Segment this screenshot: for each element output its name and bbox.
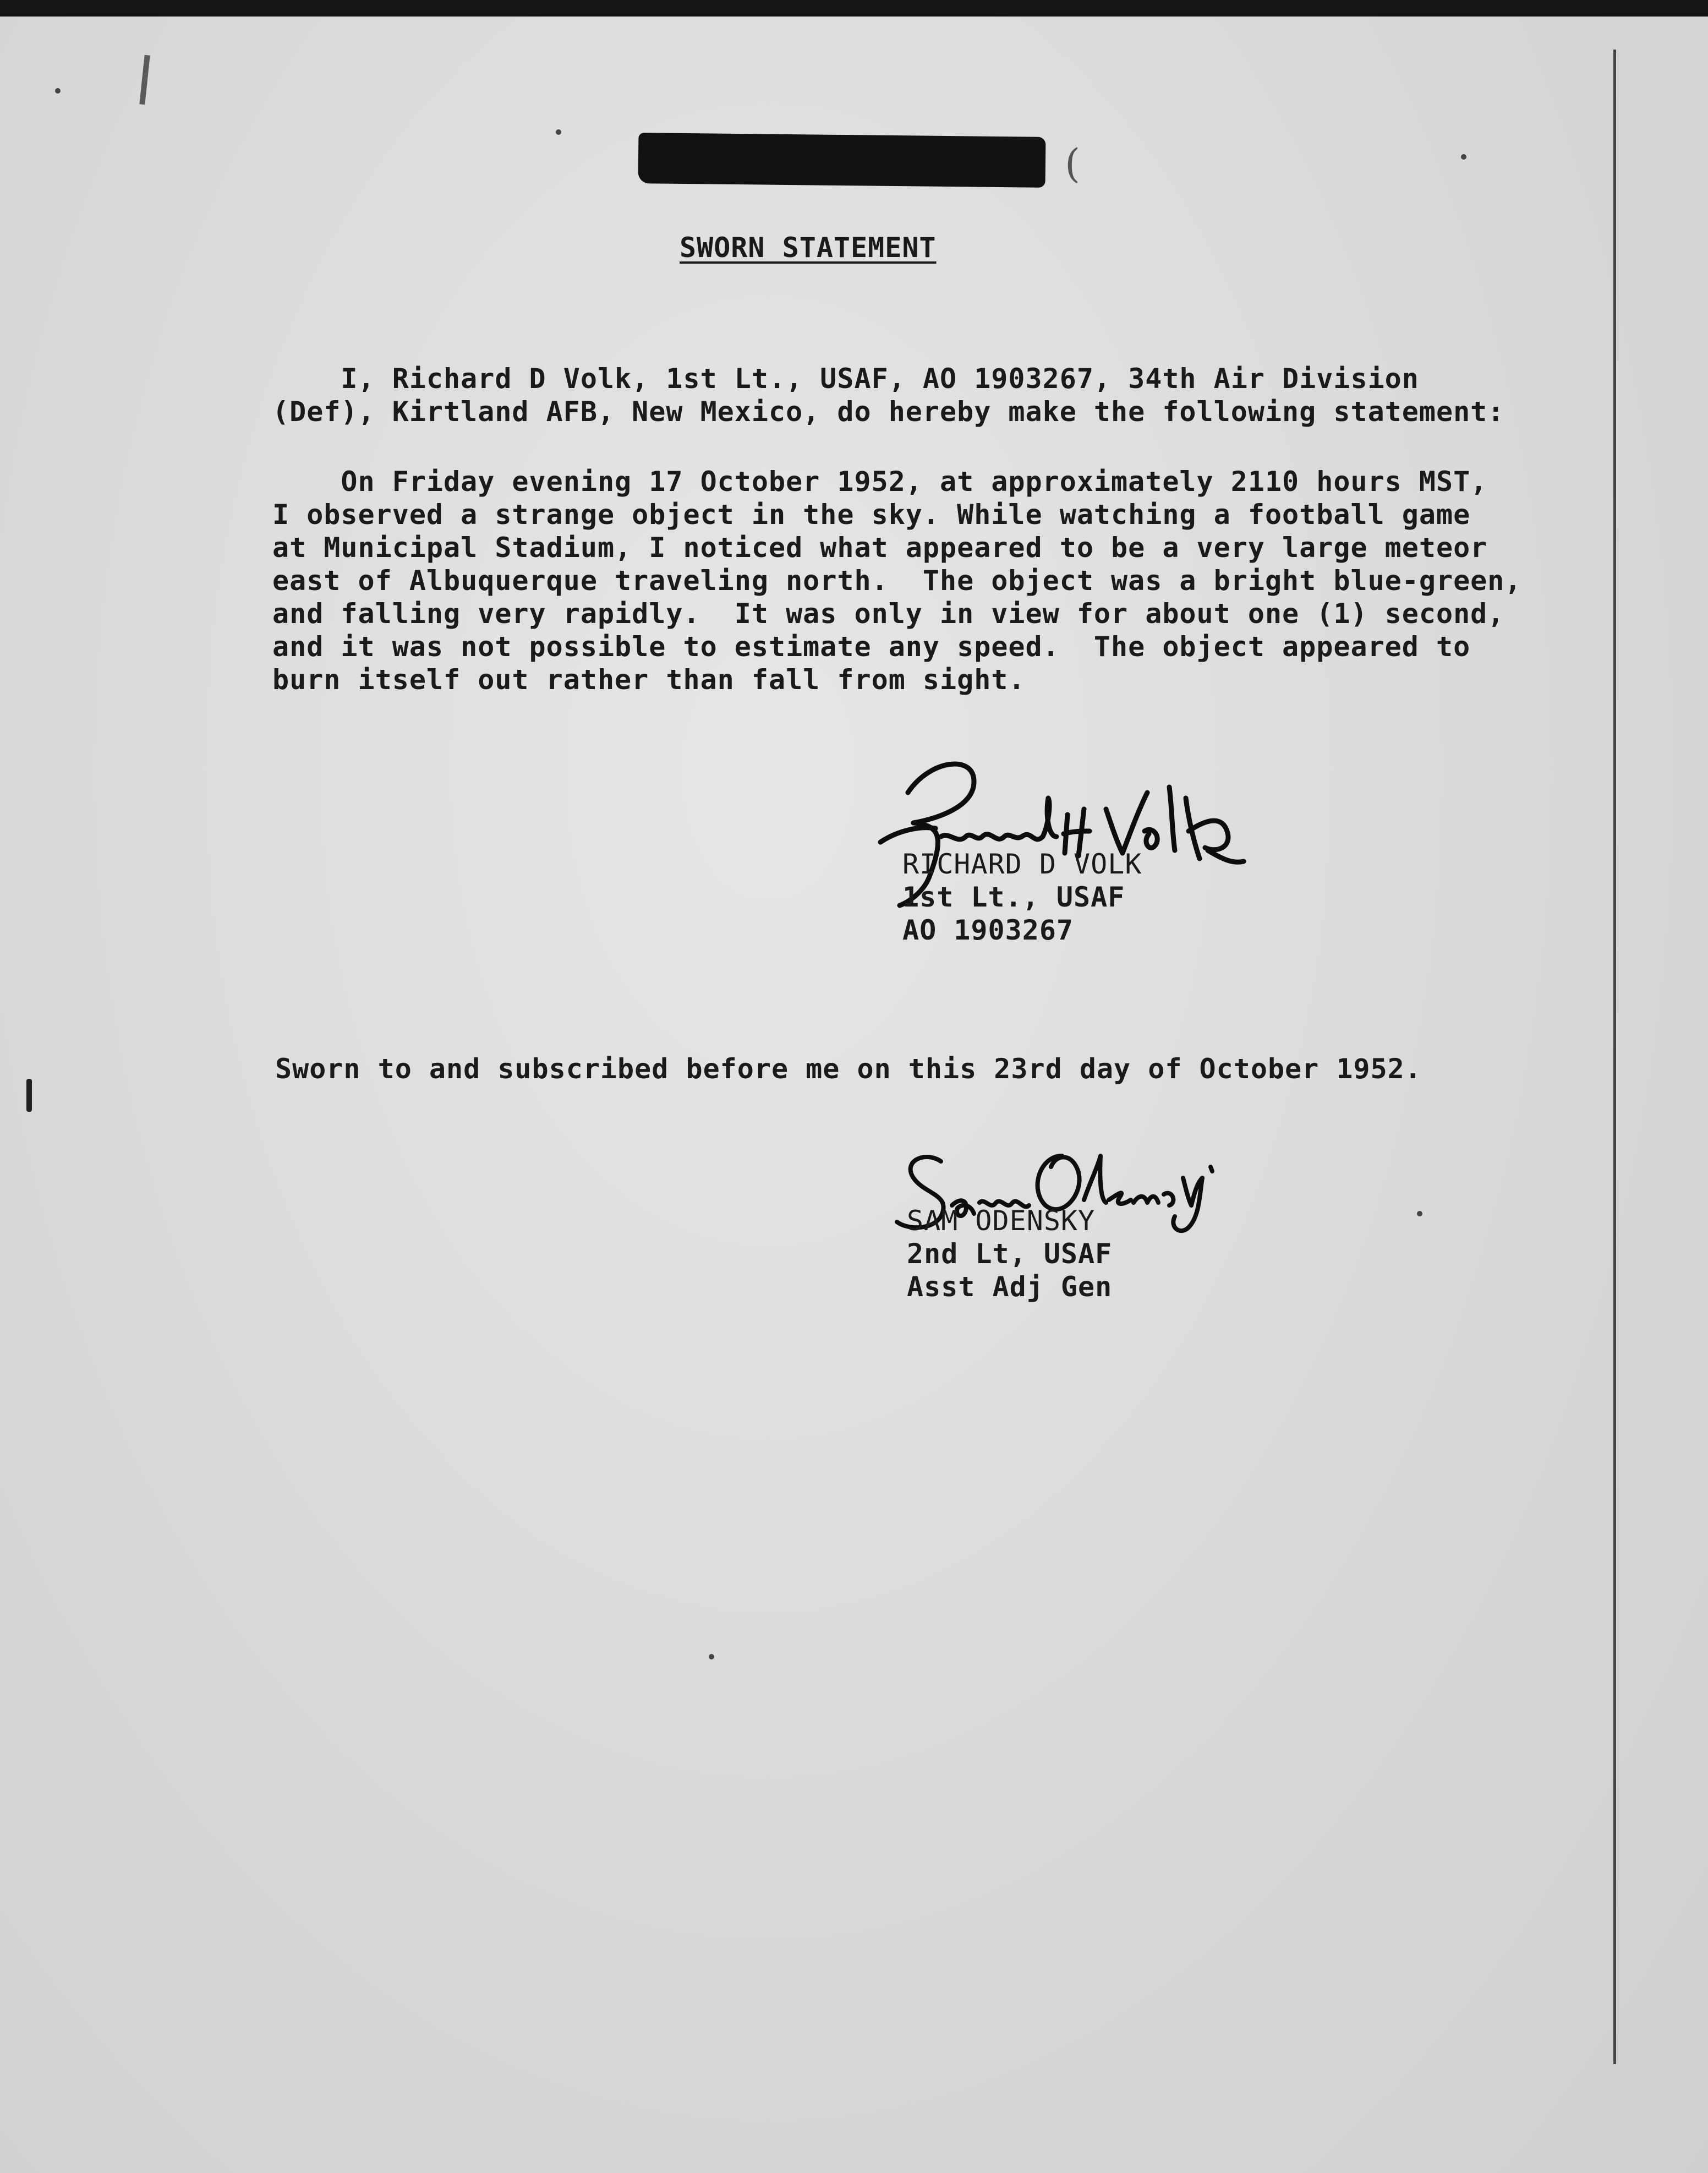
signatory-rank: 1st Lt., USAF [902, 881, 1125, 913]
signature1-block [902, 848, 1142, 947]
statement-intro-paragraph [272, 362, 1516, 428]
scan-speck [55, 88, 61, 94]
paragraph-line: I, Richard D Volk, 1st Lt., USAF, AO 1903267, 34th Air Division [272, 363, 1419, 395]
signatory-rank: 2nd Lt, USAF [907, 1238, 1113, 1270]
signature2-block [907, 1204, 1112, 1303]
paragraph-line: at Municipal Stadium, I noticed what appeared to be a very large meteor [272, 532, 1488, 564]
scan-speck [556, 129, 561, 135]
scan-speck [1461, 154, 1466, 160]
redaction-bar [638, 133, 1046, 188]
scan-speck [1417, 1211, 1422, 1216]
signatory-name: RICHARD D VOLK [902, 848, 1142, 880]
left-edge-tick [26, 1079, 32, 1112]
sworn-attestation-line: Sworn to and subscribed before me on this 23rd day of October 1952. [275, 1053, 1422, 1085]
paragraph-line: burn itself out rather than fall from sight. [272, 664, 1026, 696]
document-title: SWORN STATEMENT [680, 232, 937, 264]
scan-top-border [0, 0, 1708, 17]
paragraph-line: east of Albuquerque traveling north. The object was a bright blue-green, [272, 565, 1522, 597]
paragraph-line: I observed a strange object in the sky. While watching a football game [272, 499, 1471, 531]
document-page [0, 17, 1708, 2173]
signatory-title: Asst Adj Gen [907, 1271, 1113, 1303]
redaction-bracket: ( [1065, 140, 1081, 187]
scan-right-edge-line [1613, 50, 1616, 2064]
paragraph-line: On Friday evening 17 October 1952, at approximately 2110 hours MST, [272, 466, 1488, 498]
paragraph-line: (Def), Kirtland AFB, New Mexico, do hereby make the following statement: [272, 396, 1505, 428]
paragraph-line: and falling very rapidly. It was only in view for about one (1) second, [272, 598, 1505, 630]
paragraph-line: and it was not possible to estimate any speed. The object appeared to [272, 631, 1471, 663]
signatory-service-number: AO 1903267 [902, 914, 1074, 946]
statement-body-paragraph [272, 465, 1522, 696]
signatory-name: SAM ODENSKY [907, 1205, 1096, 1237]
scan-speck [709, 1654, 714, 1659]
